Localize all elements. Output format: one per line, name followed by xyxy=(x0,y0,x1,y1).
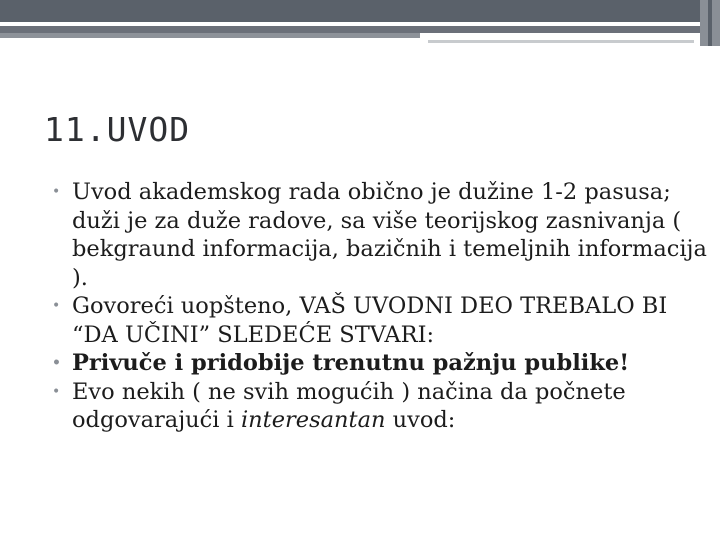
bullet-text-italic: interesantan xyxy=(240,407,386,433)
header-bar-gap xyxy=(428,33,700,38)
bullet-item-bold xyxy=(48,349,708,378)
bullet-text: Privuče i pridobije trenutnu pažnju publike! xyxy=(72,350,630,376)
header-corner-block xyxy=(700,0,720,46)
bullet-marker: • xyxy=(52,383,61,400)
bullet-item xyxy=(48,292,708,349)
bullet-text: Uvod akademskog rada obično je dužine 1-2 pasusa; duži je za duže radove, sa više teorijskog zasnivanja ( bekgraund informacija, bazičnih i temeljnih informacija ). xyxy=(72,179,707,291)
header-bar-accent-line xyxy=(428,40,694,43)
bullet-item xyxy=(48,378,708,435)
bullet-list xyxy=(48,178,708,435)
bullet-marker: • xyxy=(52,184,61,200)
bullet-marker: • xyxy=(52,355,61,371)
bullet-text-end: uvod: xyxy=(385,407,456,433)
header-bar xyxy=(0,0,720,46)
slide-title: 11.UVOD xyxy=(44,110,191,149)
header-corner-line xyxy=(708,0,712,46)
bullet-text: Govoreći uopšteno, VAŠ UVODNI DEO TREBALO BI “DA UČINI” SLEDEĆE STVARI: xyxy=(72,293,668,348)
bullet-marker: • xyxy=(52,298,61,314)
header-bar-stripe xyxy=(0,26,700,33)
header-bar-dark xyxy=(0,0,700,22)
bullet-text-start: Evo nekih ( ne svih mogućih ) načina da počnete odgovarajući i xyxy=(72,378,626,433)
bullet-item xyxy=(48,178,708,292)
header-bar-stripe-short xyxy=(0,33,420,38)
